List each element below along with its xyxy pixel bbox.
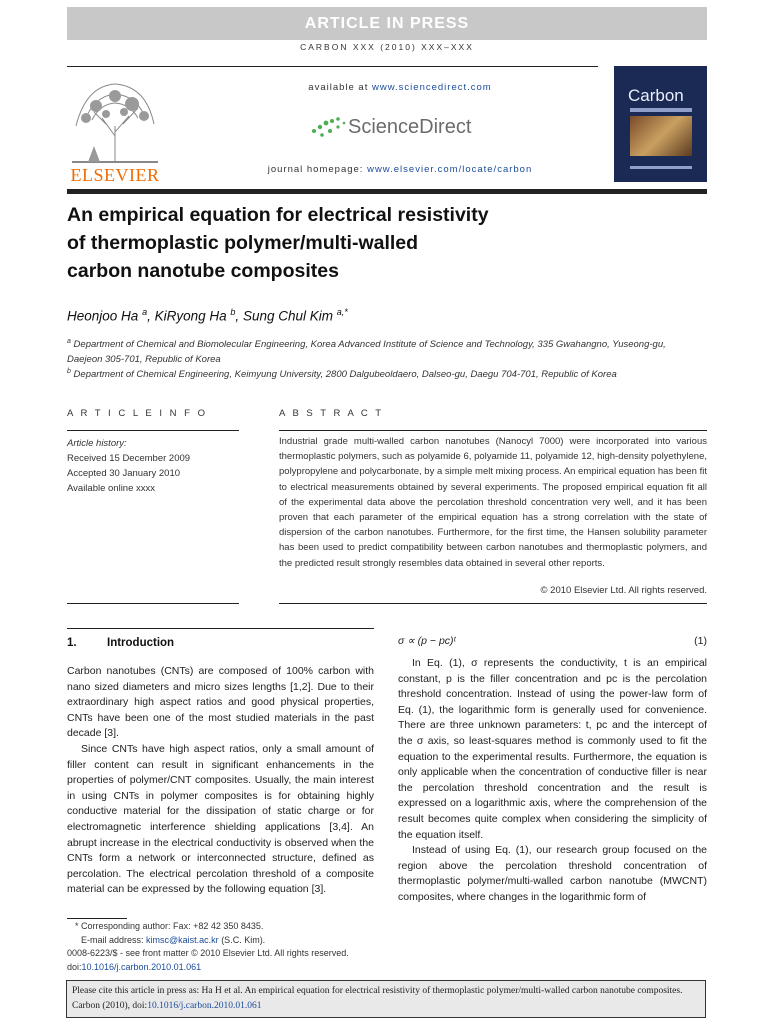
journal-cover-image	[614, 66, 707, 182]
citation-text: Please cite this article in press as: Ha H et al. An empirical equation for electrical resistivity of thermoplastic polymer/multi-walled carbon nanotube composites. Carbon (2010), doi:	[72, 986, 683, 1011]
title-line: carbon nanotube composites	[67, 260, 339, 282]
elsevier-tree-logo	[66, 76, 164, 164]
doi-prefix: doi:	[67, 961, 82, 972]
equation-number: (1)	[694, 635, 707, 647]
title-line: An empirical equation for electrical resistivity	[67, 204, 489, 226]
abstract-rule	[279, 430, 707, 431]
doi-line	[67, 961, 467, 975]
abstract-heading: A B S T R A C T	[279, 408, 384, 419]
article-history	[67, 436, 239, 496]
sciencedirect-dots-icon	[310, 115, 346, 141]
affiliation-a	[67, 334, 707, 367]
equation-1	[398, 634, 707, 650]
masthead-top-rule	[67, 66, 598, 67]
section-title: Introduction	[107, 637, 175, 649]
article-info-bottom-rule	[67, 603, 239, 604]
email-link[interactable]: kimsc@kaist.ac.kr	[146, 934, 219, 945]
title-line: of thermoplastic polymer/multi-walled	[67, 232, 419, 254]
email-note	[67, 934, 467, 948]
affil-mark: b	[67, 368, 71, 375]
author-name: Sung Chul Kim	[242, 308, 333, 324]
author-affil-mark: a	[142, 307, 148, 317]
footnote-rule	[67, 918, 127, 919]
available-at	[200, 82, 600, 93]
body-paragraph: Since CNTs have high aspect ratios, only a small amount of filler content can result in significant enhancements in the properties of polymer/CNT composites. Usually, the main interest in using CNTs in polymer composites is for obtaining highly conductive material for the dissipation of static charge or for electromagnetic interference shielding applications [3,4]. An abrupt increase in the electrical conductivity is observed when the CNTs form a network or interconnected structure, defined as percolation. The electrical percolation threshold of a composite material can be expressed by the following equation [3].	[67, 742, 374, 896]
publisher-wordmark: ELSEVIER	[70, 165, 160, 185]
section-rule	[67, 628, 374, 629]
abstract-bottom-rule	[279, 603, 707, 604]
corresponding-author-note: * Corresponding author: Fax: +82 42 350 8435.	[75, 921, 264, 931]
left-column-text	[67, 664, 374, 898]
affiliation-b	[67, 364, 707, 382]
section-heading	[67, 637, 174, 649]
history-label: Article history:	[67, 438, 127, 449]
sciencedirect-logo	[310, 112, 490, 146]
body-paragraph: Carbon nanotubes (CNTs) are composed of 100% carbon with nano sized diameters and micro sizes lengths [1,2]. Due to their extraordinary high aspect ratios and good physical properties, CNTs have been one of the most studied materials in the past decade [3].	[67, 665, 374, 740]
received-date: Received 15 December 2009	[67, 453, 191, 464]
body-paragraph: Instead of using Eq. (1), our research group focused on the region above the percolation threshold concentration of thermoplastic polymer/multi-walled carbon nanotube (MWCNT) composites, where changes in the logarithmic form of	[398, 844, 707, 903]
journal-homepage	[200, 164, 600, 175]
article-title	[67, 201, 587, 285]
sciencedirect-url-link[interactable]: www.sciencedirect.com	[371, 82, 492, 93]
footnotes	[67, 920, 467, 974]
author-name: Heonjoo Ha	[67, 308, 139, 324]
author-name: KiRyong Ha	[154, 308, 227, 324]
email-prefix: E-mail address:	[81, 934, 147, 945]
article-info-rule	[67, 430, 239, 431]
citation-doi-link[interactable]: 10.1016/j.carbon.2010.01.061	[147, 1001, 262, 1011]
section-number: 1.	[67, 637, 77, 649]
journal-homepage-link[interactable]: www.elsevier.com/locate/carbon	[367, 164, 533, 175]
accepted-date: Accepted 30 January 2010	[67, 468, 181, 479]
affil-mark: a	[67, 338, 71, 345]
masthead-thick-rule	[67, 189, 707, 194]
equation-text: σ ∝ (p − pc)ᵗ	[398, 635, 456, 647]
sciencedirect-wordmark: ScienceDirect	[348, 116, 472, 138]
cover-art	[630, 116, 692, 156]
available-prefix: available at	[308, 82, 372, 93]
homepage-prefix: journal homepage:	[267, 164, 368, 175]
cover-footer-strip	[630, 166, 692, 169]
right-column-text	[398, 656, 707, 906]
article-in-press-banner: ARTICLE IN PRESS	[67, 7, 707, 40]
author-affil-mark: b	[230, 307, 236, 317]
body-paragraph: In Eq. (1), σ represents the conductivity, t is an empirical constant, p is the filler concentration and pc is the percolation threshold concentration. Instead of using the power-law form of Eq. (1), the logarithmic form is generally used for convenience. There are three unknown parameters: t, pc and the intercept of the σ axis, so least-squares method is commonly used to fit the equation to the experimental results. Furthermore, the equation is only applicable when the concentration of conductive filler is near the percolation threshold concentration and the result is expressed on a logarithmic axis, where the comprehension of the result becomes quite complex when considering the simplicity of the equation itself.	[398, 657, 707, 841]
issn-line: 0008-6223/$ - see front matter © 2010 Elsevier Ltd. All rights reserved.	[67, 948, 349, 958]
email-suffix: (S.C. Kim).	[218, 934, 266, 945]
affil-text: Department of Chemical and Biomolecular Engineering, Korea Advanced Institute of Science and Technology, 335 Gwahangno, Yuseong-gu,	[73, 339, 666, 351]
cover-journal-title: Carbon	[628, 86, 684, 105]
cover-text-block	[630, 108, 692, 112]
citation-box	[66, 980, 706, 1018]
doi-link[interactable]: 10.1016/j.carbon.2010.01.061	[81, 961, 202, 972]
online-date: Available online xxxx	[67, 483, 156, 494]
running-head: CARBON XXX (2010) XXX–XXX	[300, 42, 474, 52]
affil-text: Department of Chemical Engineering, Keimyung University, 2800 Dalgubeoldaero, Dalseo-gu, Daegu 704-701, Republic of Korea	[73, 369, 617, 381]
author-affil-mark: a,*	[336, 307, 348, 317]
author-list: Heonjoo Ha $^a$, KiRyong Ha $^b$, Sung Chul Kim $^{a,*}$	[67, 307, 348, 324]
article-info-heading: A R T I C L E I N F O	[67, 408, 208, 419]
abstract-text: Industrial grade multi-walled carbon nanotubes (Nanocyl 7000) were incorporated into various thermoplastic polymers, such as polyamide 6, polyamide 11, polyamide 12, high-density polyethylene, polypropylene and polycarbonate, by a simple melt mixing process. An empirical equation has been fit to electrical measurements obtained by several experiments. The proposed empirical equation fit all of the experimental data above the percolation threshold concentration very well, and it has been proven that each parameter of the empirical equation has a strong correlation with the state of dispersion of the carbon nanotubes. Furthermore, for the first time, the Hansen solubility parameter has been used to predict compatibility between carbon nanotubes and thermoplastic polymers, and the predicted result strongly resembles data obtained in several other reports.	[279, 436, 707, 569]
affil-text: Daejeon 305-701, Republic of Korea	[67, 354, 221, 366]
abstract-copyright: © 2010 Elsevier Ltd. All rights reserved.	[540, 585, 707, 596]
